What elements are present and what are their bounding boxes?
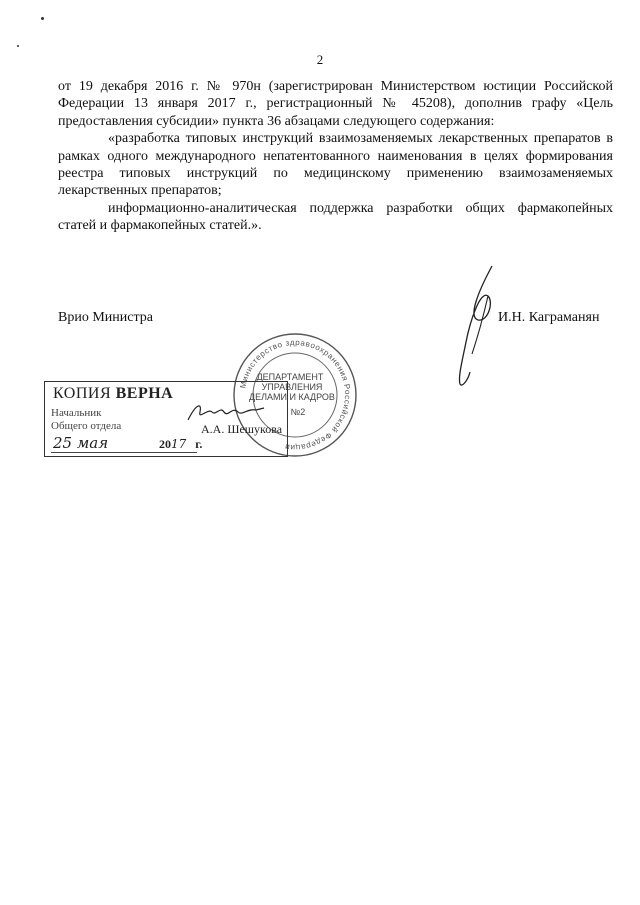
stamp-line-3: ДЕЛАМИ И КАДРОВ	[249, 392, 335, 402]
copy-stamp-year-prefix: 20	[159, 437, 171, 451]
paragraph-quote-1: «разработка типовых инструкций взаимозаменяемых лекарственных препаратов в рамках одного международного непатентованного наименования в целях формирования реестра типовых инструкций по медицинскому применению взаимозаменяемых лекарственных препаратов;	[58, 131, 613, 199]
page-number: 2	[316, 52, 324, 67]
stamp-ring-text: Министерство здравоохранения Российской Федерации	[238, 337, 353, 453]
copy-stamp-title-prefix: КОПИЯ	[53, 385, 112, 402]
stamp-line-2: УПРАВЛЕНИЯ	[261, 382, 323, 392]
copy-stamp-date-day: 25 мая	[53, 434, 109, 452]
date-underline	[51, 452, 197, 453]
stamp-number: №2	[290, 407, 306, 417]
copy-stamp-title-bold: ВЕРНА	[115, 385, 174, 402]
document-body	[58, 78, 613, 235]
handwritten-signature	[448, 262, 504, 392]
scan-speck	[17, 45, 19, 47]
copy-stamp-signature	[186, 398, 266, 426]
copy-stamp-year-suffix: 17	[171, 437, 187, 451]
copy-stamp-date-year	[159, 437, 202, 452]
copy-stamp-date-suffix: г.	[195, 437, 203, 451]
copy-stamp-department: Общего отдела	[51, 420, 122, 432]
stamp-line-1: ДЕПАРТАМЕНТ	[256, 372, 324, 382]
signatory-name: И.Н. Каграманян	[498, 310, 600, 325]
paragraph-quote-2: информационно-аналитическая поддержка разработки общих фармакопейных статей и фармакопейных статей.».	[58, 200, 613, 234]
signatory-title: Врио Министра	[58, 310, 153, 325]
scan-speck	[41, 17, 44, 20]
copy-stamp-title	[53, 385, 173, 403]
copy-stamp-name: А.А. Шешукова	[201, 422, 283, 436]
copy-stamp-position: Начальник	[51, 407, 102, 419]
paragraph-amendment: от 19 декабря 2016 г. № 970н (зарегистрирован Министерством юстиции Российской Федерации 13 января 2017 г., регистрационный № 45208), дополнив графу «Цель предоставления субсидии» пункта 36 абзацами следующего содержания:	[58, 79, 613, 129]
